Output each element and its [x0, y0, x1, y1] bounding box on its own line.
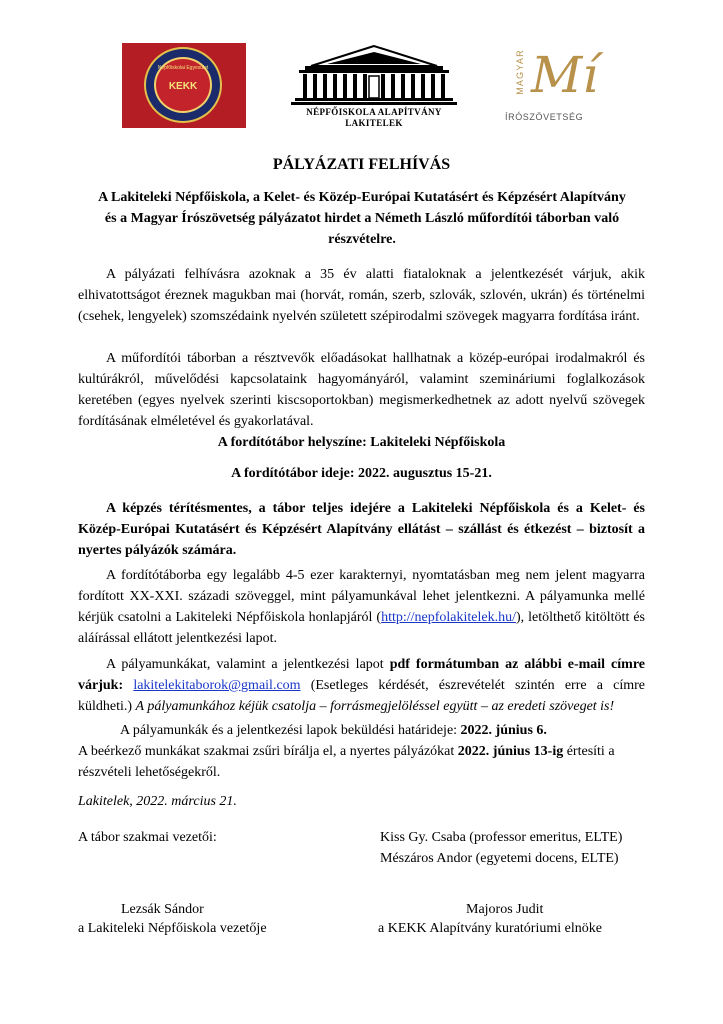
signature-1-title: a Lakiteleki Népfőiskola vezetője	[78, 921, 267, 936]
notification-date: 2022. június 13-ig	[457, 744, 564, 759]
iroszovetseg-logo-mi: Mí	[531, 46, 599, 104]
submission-text: A fordítótáborba egy legalább 4-5 ezer karakternyi, nyomtatásban meg nem jelent magyarra fordított XX-XXI. századi szöveggel, mint pályamunkával lehet jelentkezni. A pályamunka mellé kérjük csatolni a Lakiteleki Népfőiskola honlapjáról (	[78, 568, 645, 625]
page-title: PÁLYÁZATI FELHÍVÁS	[272, 156, 451, 173]
nepfoiskola-logo	[291, 44, 457, 130]
venue-line: A fordítótábor helyszíne: Lakiteleki Népfőiskola	[217, 435, 506, 450]
building-icon	[291, 44, 457, 106]
paragraph-program: A műfordítói táborban a résztvevők előadásokat hallhatnak a közép-európai irodalmakról és kultúrákról, művelődési kapcsolataink hagyományáról, valamint szemináriumi foglalkozások keretében (egyes nyelvek szerinti kiscsoportokban) megismerkedhetnek az adott nyelvű szövegek fordításának elméletével és gyakorlatával.	[78, 351, 645, 429]
email-format-bold: pdf formátumban az alábbi e-mail címre várjuk:	[78, 657, 646, 693]
leader-2: Mészáros Andor (egyetemi docens, ELTE)	[380, 851, 619, 866]
notification-line-end: részvételi lehetőségekről.	[78, 765, 221, 780]
dates-line: A fordítótábor ideje: 2022. augusztus 15-21.	[231, 466, 492, 481]
email-text: A pályamunkákat, valamint a jelentkezési lapot	[106, 657, 390, 672]
leader-1: Kiss Gy. Csaba (professor emeritus, ELTE)	[380, 830, 623, 845]
iroszovetseg-logo	[505, 47, 605, 127]
kekk-logo-top-text: Népfőiskolai Egyesület	[157, 65, 209, 71]
nepfoiskola-logo-place: LAKITELEK	[345, 118, 403, 128]
kekk-logo	[122, 43, 246, 128]
notification-line: A beérkező munkákat szakmai zsűri bírálja el, a nyertes pályázókat 2022. június 13-ig értesíti a	[78, 744, 615, 759]
document-date: Lakitelek, 2022. március 21.	[78, 794, 237, 809]
paragraph-costs: A képzés térítésmentes, a tábor teljes idejére a Lakiteleki Népfőiskola és a Kelet- és Közép-Európai Kutatásért és Képzésért Alapítvány ellátást – szállást és étkezést – biztosít a nyertes pályázók számára.	[78, 501, 645, 558]
paragraph-submission	[78, 565, 645, 649]
email-note: (Esetleges kérdését, észrevételét szintén erre a címre küldheti.)	[78, 678, 646, 714]
signature-1-name: Lezsák Sándor	[121, 902, 204, 917]
paragraph-eligibility: A pályázati felhívásra azoknak a 35 év alatti fiataloknak a jelentkezését várjuk, akik elhivatottságot éreznek magukban mai (horvát, román, szerb, szlovák, szlovén, ukrán) és történelmi (csehek, lengyelek) szomszédaink nyelvén született szépirodalmi szövegek magyarra fordítása iránt.	[78, 267, 645, 324]
nepfoiskola-logo-name: NÉPFŐISKOLA ALAPÍTVÁNY	[306, 107, 442, 117]
leaders-label: A tábor szakmai vezetői:	[78, 830, 217, 845]
email-link[interactable]: lakitelekitaborok@gmail.com	[133, 678, 301, 693]
signature-2-title: a KEKK Alapítvány kuratóriumi elnöke	[378, 921, 602, 936]
iroszovetseg-logo-magyar: MAGYAR	[514, 49, 525, 95]
kekk-logo-text: KEKK	[168, 81, 198, 92]
paragraph-email	[78, 654, 645, 717]
signature-2-name: Majoros Judit	[466, 902, 544, 917]
website-link[interactable]: http://nepfolakitelek.hu/	[381, 610, 516, 625]
email-italic-note: A pályamunkához kéjük csatolja – forrásmegjelöléssel együtt – az eredeti szöveget is!	[135, 699, 615, 714]
deadline-line: A pályamunkák és a jelentkezési lapok beküldési határideje: 2022. június 6.	[120, 723, 547, 738]
intro-paragraph: A Lakiteleki Népfőiskola, a Kelet- és Közép-Európai Kutatásért és Képzésért Alapítvány és a Magyar Írószövetség pályázatot hirdet a Németh László műfordítói táborban való részvételre.	[98, 190, 626, 247]
deadline-date: 2022. június 6.	[460, 723, 547, 738]
iroszovetseg-logo-text: ÍRÓSZÖVETSÉG	[505, 112, 584, 122]
submission-text-end: ), letölthető kitöltött és aláírással ellátott jelentkezési lapot.	[78, 610, 645, 646]
